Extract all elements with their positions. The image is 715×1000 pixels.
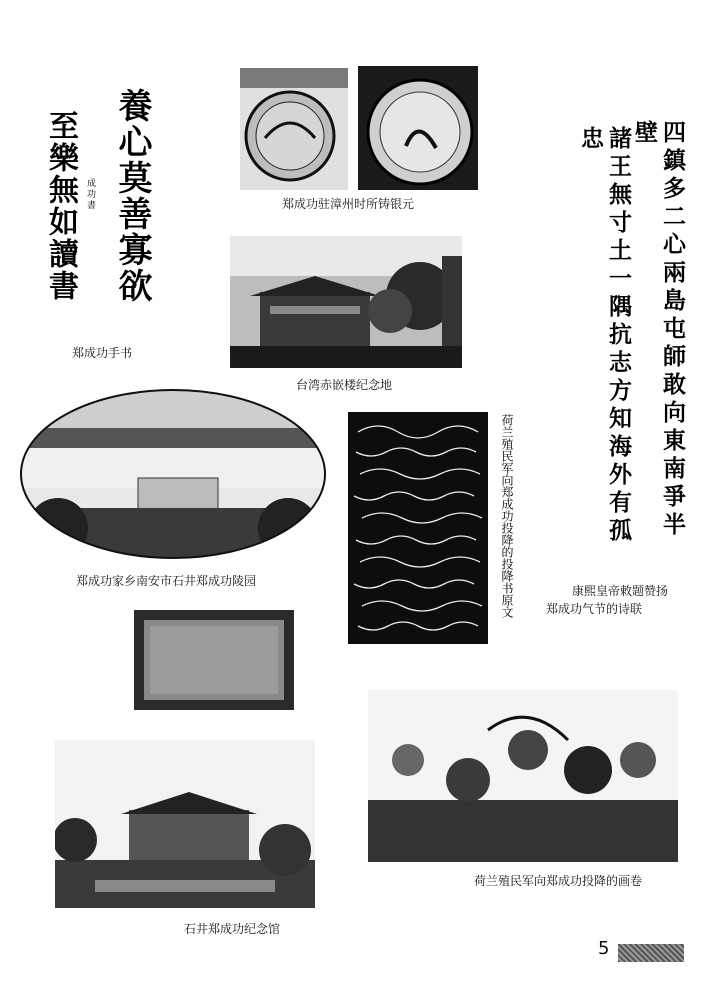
tomb-oval-photo: [18, 388, 328, 560]
silver-coins-photo-2: [358, 66, 478, 190]
tomb-caption: 郑成功家乡南安市石井郑成功陵园: [76, 574, 257, 588]
calligraphy-column-2: 至樂無如讀書: [43, 110, 78, 302]
couplet-column-2: 諸王無寸土一隅抗志方知海外有孤忠: [577, 126, 632, 546]
calligraphy-column-1: 養心莫善寡欲: [112, 88, 152, 304]
chikan-tower-photo: [230, 236, 462, 368]
memorial-caption: 石井郑成功纪念馆: [184, 922, 281, 936]
calligraphy-signature: 成功書: [85, 178, 95, 211]
painting-caption: 荷兰殖民军向郑成功投降的画卷: [474, 874, 643, 888]
kangxi-caption-line-1: 康熙皇帝敕题赞扬: [572, 584, 669, 598]
coins-caption: 郑成功驻漳州时所铸银元: [282, 197, 415, 211]
memorial-hall-photo: [55, 740, 315, 908]
silver-coins-photo: [240, 68, 348, 190]
surrender-document-caption: 荷兰殖民军向郑成功投降的投降书原文: [500, 414, 514, 618]
tower-caption: 台湾赤嵌楼纪念地: [296, 378, 393, 392]
surrender-painting-photo: [368, 690, 678, 862]
couplet-column-1: 四鎮多二心兩島屯師敢向東南爭半壁: [631, 120, 686, 540]
calligraphy-caption: 郑成功手书: [72, 346, 133, 360]
page-number-bar: [618, 944, 684, 962]
page-number: 5: [598, 938, 610, 959]
plaque-photo: [134, 610, 294, 710]
surrender-document-photo: [348, 412, 488, 644]
kangxi-caption-line-2: 郑成功气节的诗联: [546, 602, 643, 616]
